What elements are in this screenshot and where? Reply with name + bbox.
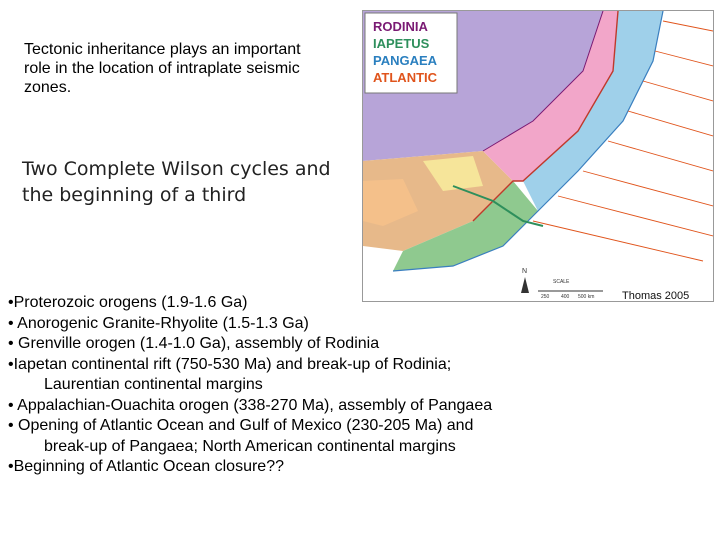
intro-line-2: role in the location of intraplate seismic <box>24 60 300 77</box>
intro-text <box>24 40 354 97</box>
list-item <box>8 416 628 457</box>
bullet-continuation: break-up of Pangaea; North American continental margins <box>44 437 456 455</box>
bullet-list <box>8 293 628 478</box>
subtitle-line-2: the beginning of a third <box>22 184 247 206</box>
bullet-text: •Proterozoic orogens (1.9-1.6 Ga) <box>8 294 248 311</box>
intro-line-3: zones. <box>24 79 72 96</box>
scale-title: SCALE <box>553 279 570 285</box>
legend-atlantic: ATLANTIC <box>373 70 438 85</box>
legend-iapetus: IAPETUS <box>373 36 430 51</box>
legend-pangaea: PANGAEA <box>373 53 438 68</box>
list-item <box>8 293 628 314</box>
scale-value-3: 500 km <box>578 294 595 300</box>
bullet-text: •Iapetan continental rift (750-530 Ma) and break-up of Rodinia; <box>8 355 452 373</box>
list-item <box>8 355 628 396</box>
tectonic-map-graphic <box>363 11 713 301</box>
legend-rodinia: RODINIA <box>373 19 428 34</box>
bullet-text: • Opening of Atlantic Ocean and Gulf of Mexico (230-205 Ma) and <box>8 417 474 434</box>
map-credit: Thomas 2005 <box>622 290 690 302</box>
subtitle-line-1: Two Complete Wilson cycles and <box>22 158 331 180</box>
intro-line-1: Tectonic inheritance plays an important <box>24 41 301 58</box>
north-label: N <box>522 268 528 275</box>
subtitle <box>22 156 362 208</box>
list-item <box>8 314 628 335</box>
list-item <box>8 334 628 355</box>
tectonic-map <box>362 10 714 302</box>
scale-value-2: 400 <box>561 294 570 300</box>
bullet-text: • Anorogenic Granite-Rhyolite (1.5-1.3 Ga) <box>8 314 309 332</box>
list-item <box>8 457 628 478</box>
scale-value-1: 250 <box>541 294 550 300</box>
bullet-text: • Appalachian-Ouachita orogen (338-270 Ma), assembly of Pangaea <box>8 396 493 414</box>
list-item <box>8 396 628 417</box>
bullet-text: • Grenville orogen (1.4-1.0 Ga), assembly of Rodinia <box>8 335 380 352</box>
bullet-text: •Beginning of Atlantic Ocean closure?? <box>8 458 284 475</box>
bullet-continuation: Laurentian continental margins <box>44 376 263 393</box>
